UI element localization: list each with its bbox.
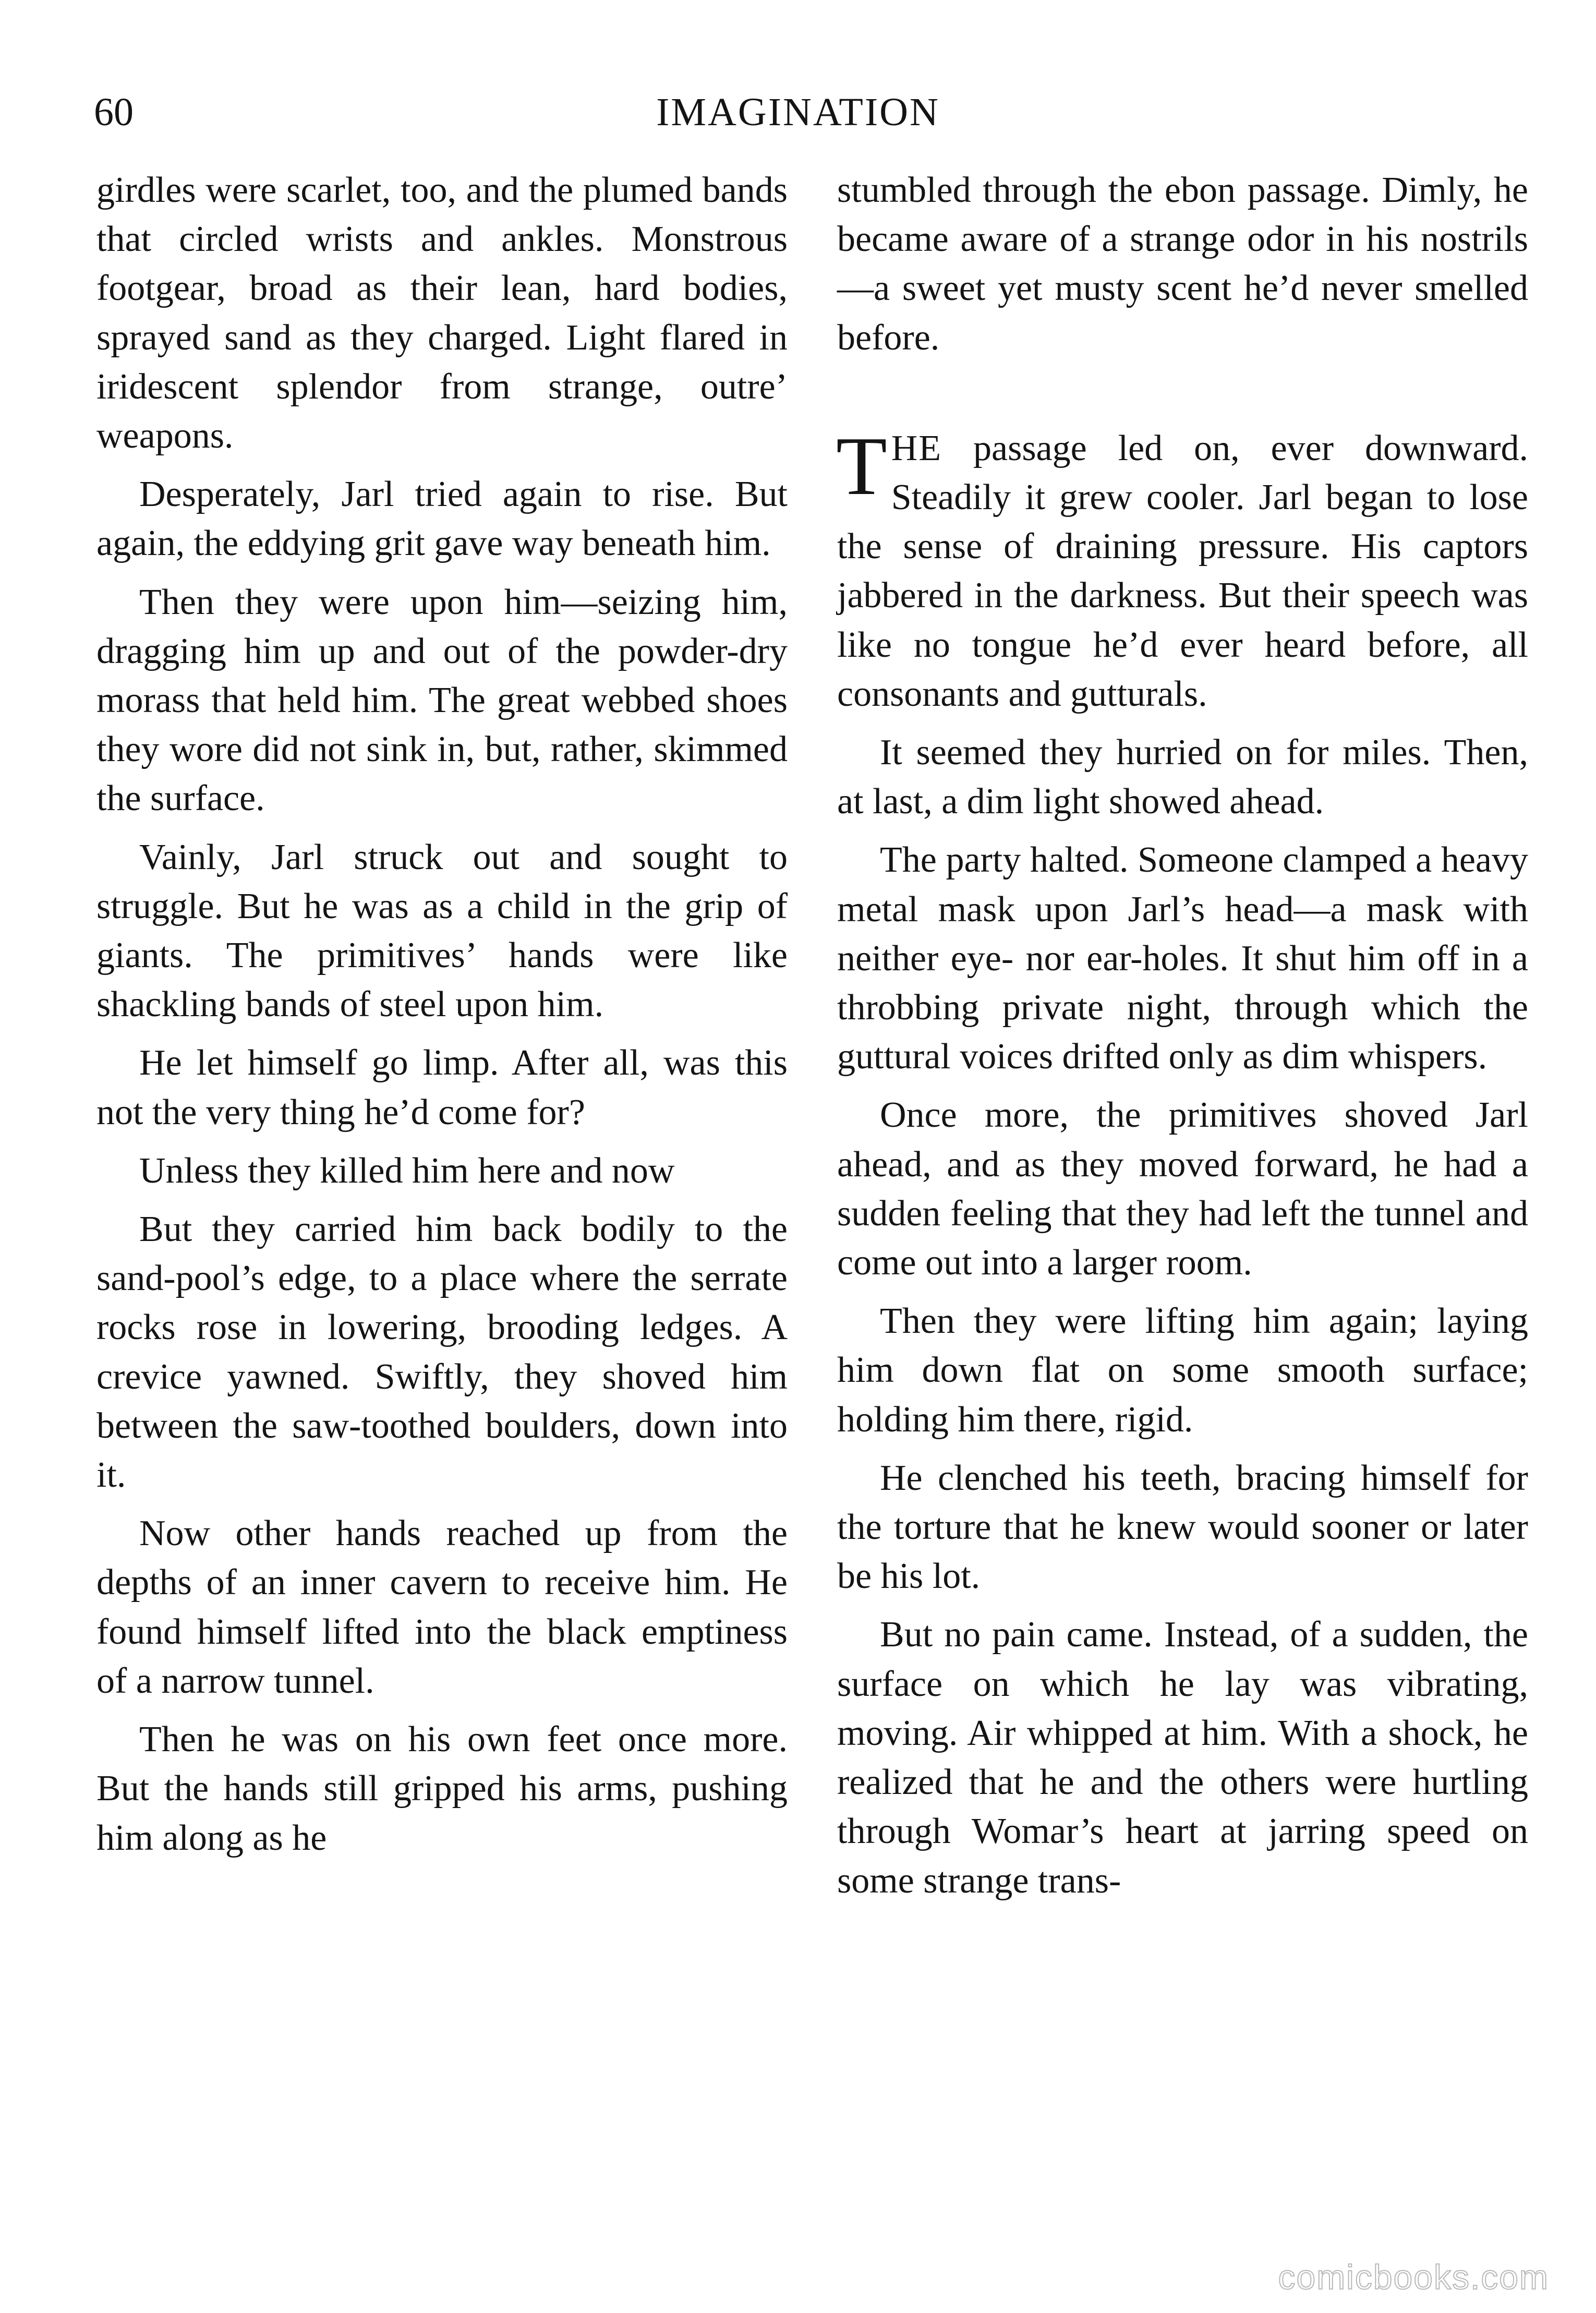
paragraph: But they carried him back bodily to the sand-pool’s edge, to a place where the serrate rocks rose in lowering, brooding ledges. A crevice yawned. Swiftly, they shoved him between the saw-toothed boulders, down into it. bbox=[96, 1209, 788, 1496]
paragraph: Unless they killed him here and now bbox=[139, 1150, 675, 1191]
paragraph: It seemed they hurried on for miles. Then, at last, a dim light showed ahead. bbox=[837, 732, 1528, 822]
paragraph: Vainly, Jarl struck out and sought to struggle. But he was as a child in the grip of giants. The primitives’ hands were like shackling bands of steel upon him. bbox=[96, 837, 788, 1025]
paragraph: stumbled through the ebon passage. Dimly, he became aware of a strange odor in his nostrils—a sweet yet musty scent he’d never smelled before. bbox=[837, 170, 1528, 358]
paragraph: Now other hands reached up from the depths of an inner cavern to receive him. He found himself lifted into the black emptiness of a narrow tunnel. bbox=[96, 1513, 788, 1701]
paragraph: Once more, the primitives shoved Jarl ahead, and as they moved forward, he had a sudden feeling that they had left the tunnel and come out into a larger room. bbox=[837, 1095, 1528, 1283]
watermark: comicbooks.com bbox=[1278, 2258, 1549, 2296]
page-header bbox=[0, 89, 1596, 136]
running-title: IMAGINATION bbox=[656, 90, 940, 134]
paragraph: But no pain came. Instead, of a sudden, the surface on which he lay was vibrating, moving. Air whipped at him. With a shock, he realized that he and the others were hurtling through Womar’s heart at jarring speed on some strange trans- bbox=[837, 1615, 1528, 1901]
paragraph: He clenched his teeth, bracing himself for the torture that he knew would sooner or later be his lot. bbox=[837, 1457, 1528, 1597]
drop-cap: T bbox=[836, 419, 887, 512]
right-column bbox=[837, 166, 1528, 1906]
section-opening-paragraph bbox=[836, 419, 1528, 719]
lead-in-caps: HE bbox=[891, 428, 942, 468]
paragraph: Then they were lifting him again; laying him down flat on some smooth surface; holding him there, rigid. bbox=[837, 1301, 1528, 1440]
paragraph: Then he was on his own feet once more. But the hands still gripped his arms, pushing him along as he bbox=[96, 1719, 788, 1858]
left-column bbox=[96, 166, 788, 1863]
paragraph: He let himself go limp. After all, was this not the very thing he’d come for? bbox=[96, 1043, 788, 1133]
paragraph: Then they were upon him—seizing him, dragging him up and out of the powder-dry morass that held him. The great webbed shoes they wore did not sink in, but, rather, skimmed the surface. bbox=[96, 582, 788, 819]
paragraph: Desperately, Jarl tried again to rise. But again, the eddying grit gave way beneath him. bbox=[96, 474, 788, 564]
paragraph: girdles were scarlet, too, and the plumed bands that circled wrists and ankles. Monstrous footgear, broad as their lean, hard bodies, sprayed sand as they charged. Light flared in iridescent splendor from strange, outre’ weapons. bbox=[96, 170, 788, 456]
section-opening-text: passage led on, ever downward. Steadily it grew cooler. Jarl began to lose the sense of draining pressure. His captors jabbered in the darkness. But their speech was like no tongue he’d ever heard before, all consonants and gutturals. bbox=[837, 428, 1528, 714]
paragraph: The party halted. Someone clamped a heavy metal mask upon Jarl’s head—a mask with neither eye- nor ear-holes. It shut him off in a throbbing private night, through which the guttural voices drifted only as dim whispers. bbox=[837, 840, 1528, 1077]
page-number: 60 bbox=[94, 90, 134, 134]
